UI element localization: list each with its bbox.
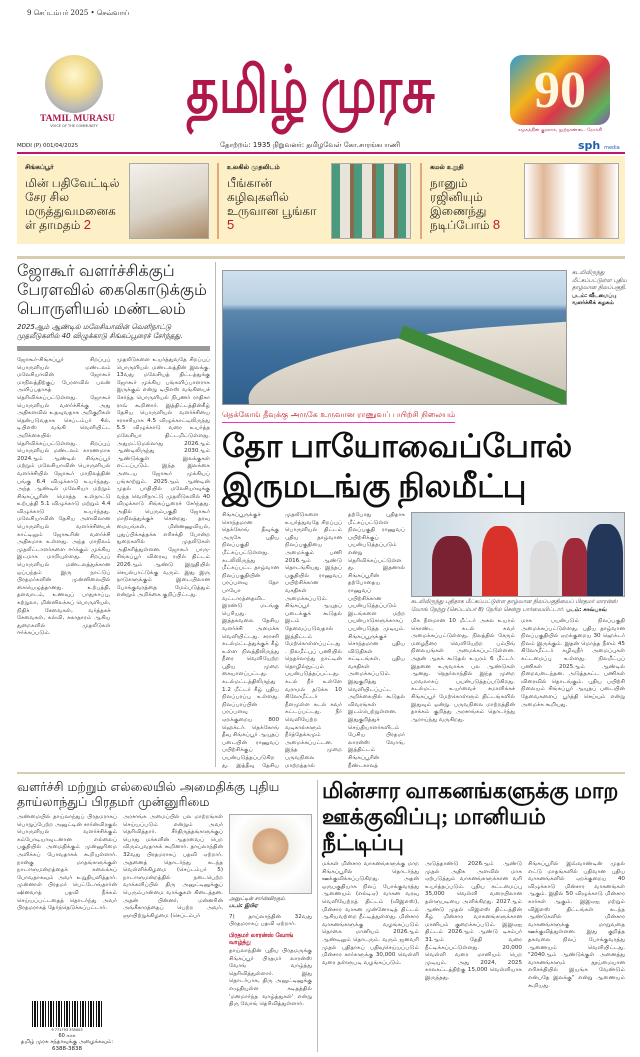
teaser-headline: பீங்கான் கழிவுகளில் உருவான பூங்கா: [227, 176, 317, 218]
thailand-subheading: பிரதமர் லாரன்ஸ் வோங் வாழ்த்து: [229, 932, 294, 947]
johor-body-col1: ஜோகூர்-சிங்கப்பூர் சிறப்புப் பொருளியல் மண்டலம் மலேசியாவின் ஜோகூர் மாநிலத்திற்குப் பேரளவில் பலன் அளிப்பதாகத் தெரிவிக்கப்பட்டுள்ளது. ஜோகூர் பொருளியல் வளர்ச்சிக்கு அது அதிகளவில் உதவுவதாக அறிகுறிகள் தென்படுவதாக செப்டம்பர் 4ல், டிபிஎஸ் வங்கி வெளியிட்ட அறிக்கையில் தெரிவிக்கப்பட்டுள்ளது. சிறப்புப் பொருளியல் மண்டலம் காரணமாக 2024ஆம் ஆண்டில் சிங்கப்பூர் மற்றும் மலேசியாவின் பொருளியல் வளர்ச்சியில் ஜோகூர் மாநிலத்தின் பங்கு 6.4 விழுக்காடு உயர்ந்தது. அந்த ஆண்டில் மலேசியா மற்றும் சிங்கப்பூரின் மொத்த உள்நாட்டு உற்பத்தி 5.1 விழுக்காடு மற்றும் 4.4 விழுக்காடு உயர்ந்தது. மலேசியாவின் தேசிய அளவிலான பொருளியல் வளர்ச்சியைக் காட்டிலும் ஜோகூரின் வளர்ச்சி அதிகமாக உள்ளது. அந்த மாநிலம் முதலீட்டாளர்களை ஈர்க்கும் முக்கிய இடமாக மாறியுள்ளது. சிறப்புப் பொருளியல் மண்டலத்துக்கான ஒப்பந்தம் இரு நாட்டுப் பிரதமர்களின் முன்னிலையில் கையெழுத்தானது. உற்பத்தி, தளவாடம், உணவுப் பாதுகாப்பு, சுற்றுலா, மின்னிலக்கப் பொருளியல், நிதிச் சேவைகள், வர்த்தகச் சேவைகள், கல்வி, சுகாதாரம் ஆகிய துறைகளில் முதலீடுகள் ஈர்க்கப்படும்.: [17, 357, 111, 637]
main-body-col2: முதலீடுகளை உயர்த்துவதே சிறப்புப் பொருளியல் திட்டம் புதிய தாழ்வான நிலப்பகுதியை அமைக்கும் பணி 2016ஆம் ஆண்டு தொடங்கியது. இந்தப் பகுதியில் ராணுவப் பயிற்சிக்கான வசதிகள் அமைக்கப்படும். சிங்கப்பூர் ஆயுதப் படைக்குக் கூடுதல் இடம் தேவைப்படுவதால் இத்திட்டம் மேற்கொள்ளப்பட்டது. நிலமீட்புப் பணியில் நெதர்லாந்து நாட்டின் தொழில்நுட்பம் பயன்படுத்தப்பட்டது. கடல் நீர் உள்ளே வராமல் தடுக்க 10 கிலோமீட்டர் நீளமுள்ள கடல் சுவர் கட்டப்பட்டது. நீர் வெளியேற்ற வடிகால்களும் நீர்த்தேக்கமும் அமைக்கப்பட்டன. இந்த முறை பருவநிலை மாற்றத்தால்: [285, 512, 342, 768]
ev-headline[interactable]: மின்சார வாகனங்களுக்கு மாற ஊக்குவிப்பு; மானியம் நீட்டிப்பு: [322, 778, 619, 855]
sph-media-logo: [578, 139, 620, 152]
main-story: [222, 410, 625, 768]
ceramic-park-photo: [331, 163, 411, 239]
logo-tagline: VOICE OF THE COMMUNITY: [50, 124, 98, 128]
ev-body-col2: அடுத்தாண்டு 2026ஆம் ஆண்டு முதல் அதிக அளவில் மாசு ஏற்படுத்தும் வாகனங்களுக்கான வரி உயர்த்தப்படும். புதிய கட்டமைப்பு 35,000 வெள்ளி வரையிலான தள்ளுபடியை அளிக்கிறது. 2027ஆம் ஆண்டு முதல் விஇஎஸ் திட்டத்தின் கீழ் மின்சார வாகனங்களுக்கான மானியம் குறைக்கப்படும். இஇஏஐ திட்டம் 2026ஆம் ஆண்டு டிசம்பர் 31ஆம் தேதி வரை நீட்டிக்கப்பட்டுள்ளது. 20,000 வெள்ளி வரை மானியம் பெற முடியும். அது 2024, 2025 காலகட்டத்திற்கு 15,000 வெள்ளியாக இருந்தது.: [425, 861, 522, 981]
masthead-rule: [17, 152, 625, 154]
johor-subhead: 2025ஆம் ஆண்டில் மலேசியாவின் வெளிநாட்டு முதலீடுகளில் 40 விழுக்காடு சிங்கப்பூரைச் சேர்ந்தது.: [17, 323, 183, 340]
thailand-body-col3: [229, 814, 312, 1053]
teaser-kicker: கமல் உறுதி: [430, 163, 464, 171]
masthead-title: தமிழ் முரசு: [186, 53, 435, 127]
issue-date: 9 செப்டம்பர் 2025 • செவ்வாய்: [27, 9, 130, 17]
anniversary-caption: சமூகத்தின் குரலாக, நூற்றாண்டை நோக்கி: [517, 128, 603, 133]
section-rule: [17, 256, 625, 259]
subscription-contact: தமிழ் முரசு சந்தாவுக்கு அழைக்கவும்: 6388-3838: [20, 1039, 114, 1052]
main-body-col1: சிங்கப்பூருக்குச் சொந்தமான தெக்கோங் தீவுக்கு அருகே புதிய நிலப்பகுதி மீட்கப்பட்டுள்ளது. கடலிலிருந்து மீட்கப்பட்ட தாழ்வான நிலப்பகுதியின் பரப்பளவு தோ பாயோ வட்டாரத்தைவிட இரண்டு மடங்கு பெரியது. இத்தகவலை தேசிய வளர்ச்சி அமைச்சு வெளியிட்டது. சராசரி கடல்மட்டத்துக்குக் கீழ் உள்ள நிலத்திலிருந்து நீரை வெளியேற்ற புதிய முறை கையாளப்பட்டது. கடல்மட்டத்திலிருந்து 1.2 மீட்டர் கீழ் புதிய நிலப்பரப்பு உள்ளது. நிலப்பரப்பின் பரப்பளவு ஏறக்குறைய 800 ஹெக்டர். தெக்கோங் தீவு சிங்கப்பூர் ஆயுதப் படையின் ராணுவப் பயிற்சிக்குப் பயன்படுத்தப்படுகிறது. இத்தீவு தேசிய: [222, 512, 279, 768]
teaser-kicker: சிங்கப்பூர்: [25, 163, 54, 171]
thai-pm-caption: [229, 896, 312, 910]
section-rule: [17, 772, 625, 774]
thailand-body-col2: அரசாங்க அமைப்பில் பல மாற்றங்கள் செய்யப்படும் என்றும் அவர் தெரிவித்தார். சீர்திருத்தங்களுக்குப் பொது மக்களின் ஆதரவைப் பெற விரும்புவதாகக் கூறினார். தாய்லாந்தின் 32வது பிரதமராகப் பதவி ஏற்றார். அதனைத் தொடர்ந்து கடந்த வெள்ளிக்கிழமை (செப்டம்பர் 5) நாடாளுமன்றத்தில் நடைபெற்ற வாக்களிப்பில் திரு அனுட்டினுக்குப் பெரும்பான்மை வாக்குகள் கிடைத்தன. அதன் பின்னர், மன்னரின் அங்கீகாரத்தைப் பெற்ற அவர், ஞாயிற்றுக்கிழமை (செப்டம்பர்: [123, 814, 223, 919]
teaser-item[interactable]: [25, 163, 215, 239]
anniversary-badge: 90: [510, 55, 610, 125]
main-kicker: தெக்கோங் தீவுக்கு அருகே உருவான ராணுவப் பயிற்சி நிலையம்: [222, 410, 455, 423]
teaser-divider: [217, 163, 219, 239]
photo-credit: படம்: இபிஏ: [229, 902, 258, 909]
main-body-col5: மாக பயன்படும் நிலப்பகுதி அமைக்கப்பட்டுள்ளது. புதிய தாழ்வான நிலப்பகுதியில் ஏறக்குறைய 30 ஹெக்டர் நிலம் இருக்கும். இதன் மொத்த நீளம் 45 கிலோமீட்டர் கழிவுநீர் அமைப்புகள் கட்டமைப்பு உள்ளது. நிலமீட்புப் பணிகள் 2025ஆம் ஆண்டில் நிறைவடைந்தன. அடுத்தகட்ட பணிகள் விரைவில் தொடங்கும். புதிய பயிற்சி நிலையம் சிங்கப்பூர் ஆயுதப் படையின் தேவைகளைப் பூர்த்தி செய்யும் என்று அமைச்சு கூறியது.: [521, 618, 625, 708]
thailand-story: [17, 779, 312, 1053]
thailand-body-col3-top: 7) தாய்லாந்தின் 32வது பிரதமராகப் பதவி ஏற்றார்.: [229, 913, 312, 928]
johor-body-col2: முதலீடுகளை உயர்த்துவதே சிறப்புப் பொருளியல் மண்டலத்தின் இலக்கு. 13வது மலேசியத் திட்டத்துக்கு ஜோகூர் முக்கிய பங்களிப்பாளராக இருக்கும் என்று டிபிஎஸ் வங்கியைச் சேர்ந்த பொருளியல் நிபுணர் ராதிகா ராவ் கூறினார். இத்திட்டத்தின்கீழ் தேசிய பொருளியல் வளர்ச்சியை சராசரியாக 4.5 விழுக்காட்டிலிருந்து 5.5 விழுக்காடு வரை உயர்த்த மலேசியா திட்டமிட்டுள்ளது. அதுமட்டுமல்லாது 2026ஆம் ஆண்டிலிருந்து 2030ஆம் ஆண்டுக்குள் இலக்குகள் எட்டப்படும். இந்த இலக்கை அடைய ஜோகூர் முக்கியப் பங்காற்றும். 2025ஆம் ஆண்டின் முதல் பாதியில் மலேசியாவுக்கு வந்த வெளிநாட்டு முதலீடுகளில் 40 விழுக்காடு சிங்கப்பூரைச் சேர்ந்தது. அதில் பெரும்பகுதி ஜோகூர் மாநிலத்துக்குச் சென்றது. தரவு மையங்கள், மின்னணுவியல், புதுப்பிக்கத்தக்க எரிசக்தி போன்ற துறைகளில் முதலீடுகள் அதிகரித்துள்ளன. ஜோகூர் பாரு-சிங்கப்பூர் விரைவு ரயில் திட்டம் 2026ஆம் ஆண்டு இறுதியில் செயல்பாட்டுக்கு வரும். இது இரு நாடுகளுக்கும் இடையிலான போக்குவரத்தை மேம்படுத்தும் என்றும் அறிக்கை குறிப்பிட்டது.: [116, 357, 210, 599]
main-body-col3: தற்போது புதிதாக மீட்கப்பட்டுள்ள நிலப்பகுதி ராணுவப் பயிற்சிக்குப் பயன்படுத்தப்படும் என்று தெரிவிக்கப்பட்டுள்ளது. இதனால் சிங்கப்பூரின் தற்போதைய ராணுவப் பயிற்சிக்கான பயன்படுத்தப்படும் இடங்களை மற்ற பயன்பாடுகளுக்காகப் பயன்படுத்த முடியும். சிங்கப்பூருக்குச் சொந்தமான புதிய விடுதிகள் கட்டிடங்கள், புதிய வசதிகள் அமைக்கப்படும். இதுகுறித்து வெளியிடப்பட்ட அறிக்கையில் கூடுதல் விவரங்கள் இடம்பெற்றுள்ளன. இதுகுறித்துச் செய்தியாளர்களிடம் பேசிய பிரதமர் லாரன்ஸ் வோங், இத்திட்டம் சிங்கப்பூரின் நீண்டகாலத்: [348, 512, 405, 768]
actors-photo: [524, 163, 619, 239]
teaser-band: [17, 156, 625, 244]
johor-headline[interactable]: ஜோகூர் வளர்ச்சிக்குப் பேரளவில் கைகொடுக்கும் பொருளியல் மண்டலம்: [17, 263, 207, 318]
thai-pm-photo: [229, 814, 312, 894]
column-divider: [317, 780, 318, 1052]
main-body-col4: மிக நீளமான 10 மீட்டர் அகல உயரம் கொண்ட கடல் சுவர் அமைக்கப்பட்டுள்ளது. நிலத்தில் சேரும் மழைநீரை வெளியேற்ற பம்பிங் நிலையங்கள் அமைக்கப்பட்டுள்ளன. அதன் ஆகக் கூடுதல் உயரம் 6 மீட்டர். இதனை உருவாக்க பல ஆண்டுகள் ஆனது. நெதர்லாந்தில் இந்த முறை பரவலாகப் பயன்படுத்தப்படுகிறது. கடல்மட்ட உயர்வைச் சமாளிக்கச் சிங்கப்பூர் மேற்கொள்ளும் திட்டங்களில் இதுவும் ஒன்று. பருவநிலை மாற்றத்தின் தாக்கம் குறித்து அரசாங்கம் தொடர்ந்து ஆராய்ந்து வருகிறது.: [411, 618, 515, 723]
drum-icon: [45, 55, 103, 113]
logo-name: TAMIL MURASU: [40, 114, 116, 124]
johor-story: [17, 262, 210, 767]
teaser-item[interactable]: [430, 163, 620, 239]
photo-caption: [572, 270, 627, 308]
teaser-page: 2: [83, 217, 91, 232]
caption-text: கடலிலிருந்து மீட்கப்பட்டுள்ள புதிய தாழ்வான நிலப்பகுதி.: [572, 270, 627, 291]
teaser-headline: நானும் ரஜினியும் இணைந்து நடிப்போம்: [430, 176, 490, 232]
mddi-number: MDDI (P) 001/04/2025: [17, 143, 79, 149]
photo-credit: படம்: வீடமைப்பு வளர்ச்சிக் கழகம்: [572, 292, 617, 306]
price: 60 காசு: [58, 1033, 76, 1039]
thailand-body-col3-bottom: தாய்லாந்தின் புதிய பிரதமருக்கு சிங்கப்பூர் பிரதமர் லாரன்ஸ் வோங் வாழ்த்து தெரிவித்துள்ளார். இது தொடர்பாக, திரு அனுட்டினுக்கு எழுதியுள்ள கடிதத்தில் 'மனமார்ந்த வாழ்த்துகள்' என்று திரு வோங் தெரிவித்துள்ளார்.: [229, 947, 312, 1008]
caption-text: கடலிலிருந்து புதிதாக மீட்கப்பட்டுள்ள தாழ்வான நிலப்பகுதியைப் பிரதமர் லாரன்ஸ் வோங் நேற்று (செப்டம்பர் 8) நேரில் சென்று பார்வையிட்டார்.: [411, 599, 618, 613]
pm-photo-caption: [411, 599, 625, 614]
sph-logo-text: sph: [578, 139, 601, 152]
footer-block: [17, 1001, 117, 1053]
caption-text: அனுட்டின் சார்ன்விரகுல்.: [229, 896, 287, 902]
column-divider: [215, 262, 216, 767]
pm-visit-photo: [411, 512, 625, 597]
teaser-item[interactable]: [227, 163, 417, 239]
thailand-headline[interactable]: வளர்ச்சி மற்றும் எல்லையில் அமைதிக்கு புதிய தாய்லாந்துப் பிரதமர் முன்னுரிமை: [17, 779, 280, 809]
land-reclamation-photo: [222, 270, 567, 405]
teaser-page: 8: [492, 217, 501, 232]
ev-body-col3: சிங்கப்பூரில் இவ்வாண்டின் முதல் எட்டு மாதங்களில் பதிவான புதிய வாகனங்களில் ஏறக்குறைய 40 விழுக்காடு மின்சார வாகனங்கள் ஆகும். இதில் 50 விழுக்காடு மின்சார கார்கள் ஆகும். இஇஏஐ மற்றும் விஇஎஸ் திட்டங்கள் கடந்த ஆண்டுகளில் மின்சார வாகனங்களுக்கு மாறுவதை ஊக்குவித்துள்ளன. இது குறித்த தகவலை நிலப் போக்குவரத்து ஆணையம் வெளியிட்டது. "2040ஆம் ஆண்டுக்குள் அனைத்து வாகனங்களும் தூய்மையான எரிசக்தியில் இயங்க வேண்டும் என்பதே இலக்கு" என்று ஆணையம் கூறியது.: [528, 861, 625, 989]
founded-line: தோற்றம்: 1935 நிறுவனர்: தமிழவேள் கோ.சாரங்கபாணி: [220, 141, 401, 149]
ev-story: [322, 778, 625, 1053]
photo-credit: படம்: சாவ்பாவ்: [566, 606, 607, 613]
teaser-page: 5: [227, 217, 235, 232]
hospital-bed-photo: [129, 163, 209, 239]
grey-bar: [17, 346, 210, 351]
teaser-headline: மின் பதிவேட்டில் சேர சில மருத்துவமனைகள் தாமதம்: [25, 176, 120, 232]
main-headline[interactable]: தோ பாயோவைப்போல் இருமடங்கு நிலமீட்பு: [222, 428, 573, 504]
teaser-kicker: உலகில் முதலிடம்: [227, 163, 280, 171]
barcode-number: 9 771793 335003: [51, 1028, 83, 1032]
ev-body-col1: மக்கள் மின்சார வாகனங்களுக்கு மாற சிங்கப்பூரில் தொடர்ந்து ஊக்குவிக்கப்படுகிறது. அதன் ஒருபகுதியாக நிலப் போக்குவரத்து ஆணையம் (எல்டிஏ) வாகன வரவு வெளியேற்றத் திட்டம் (விஇஎஸ்), மின்சார வாகன முன்னோடித் திட்டம் ஆகியவற்றை நீட்டித்துள்ளது. மின்சார வாகனங்களுக்கு வழங்கப்படும் தொகை மானியம் 2026ஆம் ஆண்டிலும் தொடரும். வரும் ஜனவரி முதல் புதிதாகப் பதிவுசெய்யப்படும் மின்சார கார்களுக்கு 30,000 வெள்ளி வரை தள்ளுபடி வழங்கப்படும்.: [322, 861, 419, 966]
sph-logo-suffix: media: [604, 145, 620, 151]
tamil-murasu-logo: [40, 55, 116, 128]
barcode: [32, 1001, 102, 1027]
thailand-body-col1: அண்மையில் தாய்லாந்துப் பிரதமராகப் பொறுப்பேற்ற அனுட்டின் சார்ன்விரகுல் பொருளியல் வளர்ச்சிக்கும் கம்போடியாவுடனான எல்லைப் பகுதியில் அமைதிக்கும் முன்னுரிமை அளிக்கப் போவதாகக் கூறியுள்ளார். நான்கு மாதங்களுக்குள் நாடாளுமன்றத்தைக் கலைக்கப் போவதாகவும் அவர் உறுதியளித்தார். முன்னாள் பிரதமர் பெட்டோங்தார்ன் ஷினவாத் பதவி நீக்கம் செய்யப்பட்டதைத் தொடர்ந்து அவர் பிரதமராகத் தேர்ந்தெடுக்கப்பட்டார்.: [17, 814, 117, 912]
teaser-divider: [420, 163, 422, 239]
